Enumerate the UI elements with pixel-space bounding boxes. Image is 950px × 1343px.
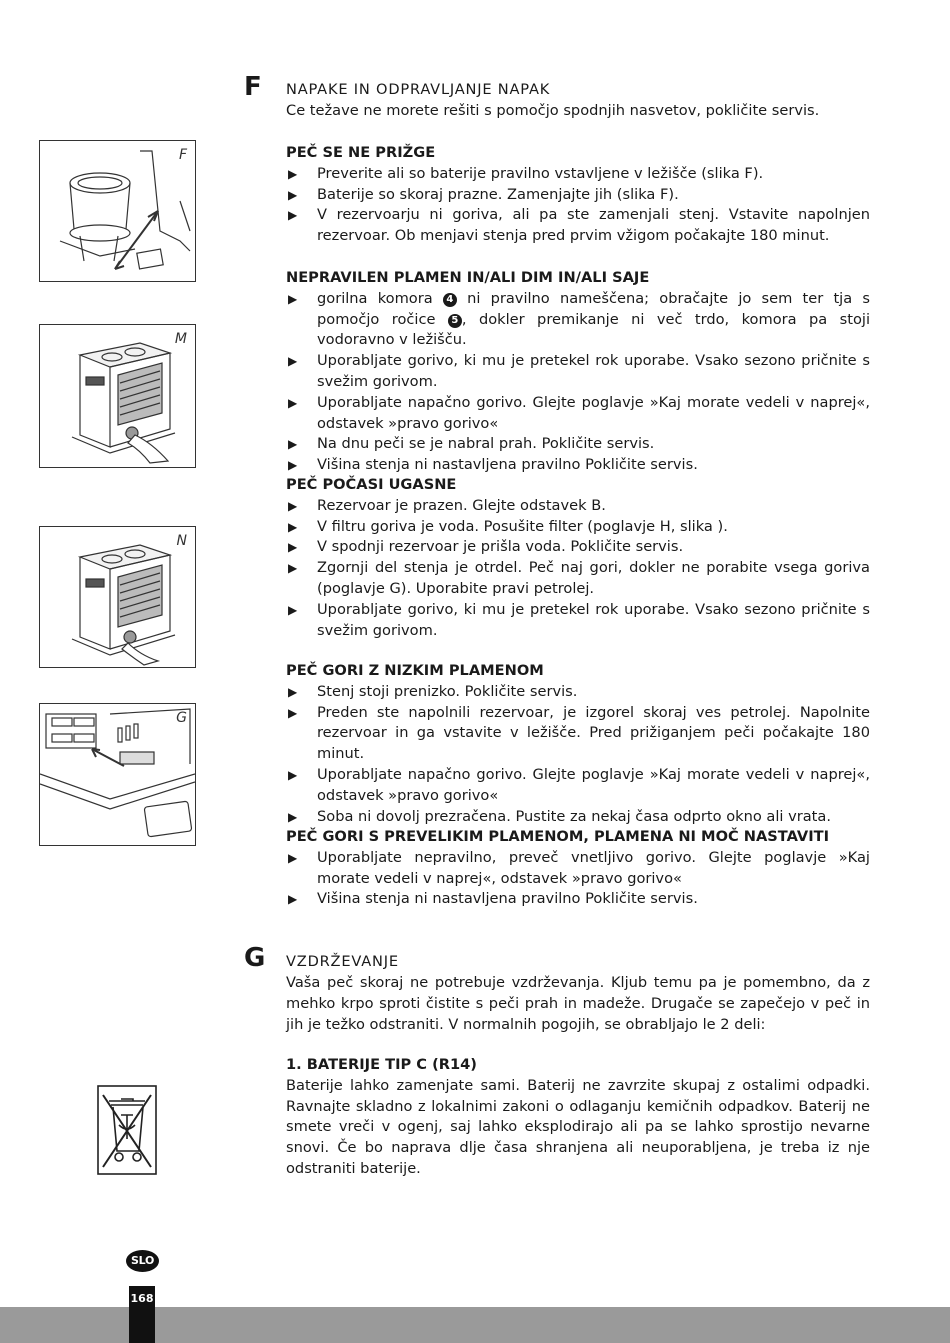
intro-text: Vaša peč skoraj ne potrebuje vzdrževanja. Kljub temu pa je pomembno, da z mehko krpo sproti čistite s peči prah in madeže. Drugače se zapečejo v peč in jih je težko odstraniti. V normalnih pogojih, se obrabljajo le 2 deli: (286, 974, 870, 1033)
list-item: ▶ Uporabljate gorivo, ki mu je pretekel rok uporabe. Vsako sezono pričnite s svežim gorivom. (286, 600, 870, 642)
group-no-ignition (286, 143, 870, 247)
group-low-flame (286, 661, 870, 827)
section-f-intro (286, 101, 870, 122)
list-item: ▶ Uporabljate napačno gorivo. Glejte poglavje »Kaj morate vedeli v naprej«, odstavek »pravo gorivo« (286, 393, 870, 435)
list-item (286, 289, 870, 351)
group-heading: PEČ GORI Z NIZKIM PLAMENOM (286, 662, 544, 679)
group-goes-out (286, 475, 870, 641)
figure-g (39, 703, 196, 846)
section-g-title: VZDRŽEVANJE (286, 953, 399, 970)
batteries-text: Baterije lahko zamenjate sami. Baterij ne zavrzite skupaj z ostalimi odpadki. Ravnajte skladno z lokalnimi zakoni o odlaganju kemičnih odpadkov. Baterij ne smete vreči v ogenj, saj lahko eksplodirajo ali pa se lahko sprostijo nevarne snovi. Če bo naprava dlje časa shranjena ali neuporabljena, je treba iz nje odstraniti baterije. (286, 1076, 870, 1177)
language-badge: SLO (126, 1250, 159, 1272)
part-number-4: 4 (443, 293, 457, 307)
group-bad-flame (286, 268, 870, 476)
crossed-out-wheelie-bin-icon (97, 1085, 157, 1175)
item-text: , dokler premikanje ni več trdo, komora pa stoji vodoravno v ležišču. (317, 310, 870, 349)
item-text: gorilna komora (317, 289, 443, 307)
figure-f-drawing (40, 141, 195, 281)
group-high-flame (286, 827, 870, 910)
list-item: ▶ Zgornji del stenja je otrdel. Peč naj gori, dokler ne porabite vsega goriva (poglavje G). Uporabite pravi petrolej. (286, 558, 870, 600)
intro-text: Ce težave ne morete rešiti s pomočjo spodnjih nasvetov, pokličite servis. (286, 102, 820, 119)
figure-f (39, 140, 196, 282)
figure-label: N (176, 533, 187, 549)
list-item: ▶ V filtru goriva je voda. Posušite filter (poglavje H, slika ). (286, 517, 870, 538)
group-heading: PEČ SE NE PRIŽGE (286, 144, 436, 161)
section-f-letter: F (244, 72, 262, 102)
part-number-5: 5 (448, 314, 462, 328)
group-heading: PEČ GORI S PREVELIKIM PLAMENOM, PLAMENA NI MOČ NASTAVITI (286, 828, 830, 845)
figure-n (39, 526, 196, 668)
section-g-letter: G (244, 943, 266, 973)
batteries-block (286, 1055, 870, 1180)
figure-m-drawing (40, 325, 195, 467)
list-item: ▶ Višina stenja ni nastavljena pravilno Pokličite servis. (286, 889, 870, 910)
list-item: ▶ Soba ni dovolj prezračena. Pustite za nekaj časa odprto okno ali vrata. (286, 807, 870, 828)
section-f-title: NAPAKE IN ODPRAVLJANJE NAPAK (286, 81, 551, 98)
list-item: ▶ V rezervoarju ni goriva, ali pa ste zamenjali stenj. Vstavite napolnjen rezervoar. Ob menjavi stenja pred prvim vžigom počakajte 180 minut. (286, 205, 870, 247)
figure-g-drawing (40, 704, 195, 845)
list-item: ▶ V spodnji rezervoar je prišla voda. Pokličite servis. (286, 537, 870, 558)
sub-heading: 1. BATERIJE TIP C (R14) (286, 1056, 477, 1073)
list-item: ▶ Na dnu peči se je nabral prah. Pokličite servis. (286, 434, 870, 455)
figure-label: F (178, 147, 187, 163)
figure-n-drawing (40, 527, 195, 667)
group-heading: PEČ POČASI UGASNE (286, 476, 457, 493)
list-item: ▶ Uporabljate gorivo, ki mu je pretekel rok uporabe. Vsako sezono pričnite s svežim gorivom. (286, 351, 870, 393)
list-item: ▶ Uporabljate nepravilno, preveč vnetljivo gorivo. Glejte poglavje »Kaj morate vedeli v naprej«, odstavek »pravo gorivo« (286, 848, 870, 890)
list-item: ▶ Baterije so skoraj prazne. Zamenjajte jih (slika F). (286, 185, 870, 206)
list-item: ▶ Uporabljate napačno gorivo. Glejte poglavje »Kaj morate vedeli v naprej«, odstavek »pravo gorivo« (286, 765, 870, 807)
page-number: 168 (129, 1286, 155, 1343)
group-heading: NEPRAVILEN PLAMEN IN/ALI DIM IN/ALI SAJE (286, 269, 650, 286)
list-item: ▶ Preden ste napolnili rezervoar, je izgorel skoraj ves petrolej. Napolnite rezervoar in ga vstavite v ležišče. Pred prižiganjem peči počakajte 180 minut. (286, 703, 870, 765)
list-item: ▶ Višina stenja ni nastavljena pravilno Pokličite servis. (286, 455, 870, 476)
list-item: ▶ Stenj stoji prenizko. Pokličite servis. (286, 682, 870, 703)
item-text: ni pravilno nameščena; obračajte jo sem ter tja s pomočjo ročice (317, 289, 870, 328)
list-item: ▶ Preverite ali so baterije pravilno vstavljene v ležišče (slika F). (286, 164, 870, 185)
section-g-intro (286, 973, 870, 1035)
list-item: ▶ Rezervoar je prazen. Glejte odstavek B. (286, 496, 870, 517)
figure-label: M (174, 331, 187, 347)
figure-m (39, 324, 196, 468)
figure-label: G (176, 710, 187, 726)
